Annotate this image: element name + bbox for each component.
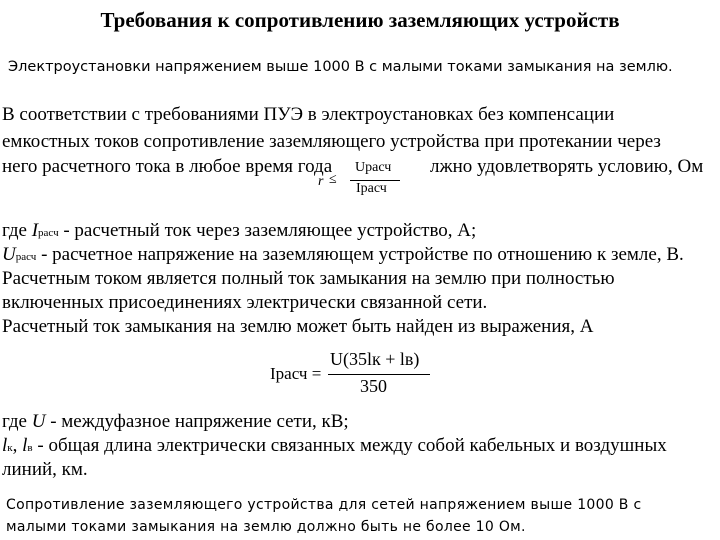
var-l-k: l	[2, 435, 8, 456]
paragraph1-line1: В соответствии с требованиями ПУЭ в электроустановках без компенсации	[2, 104, 615, 125]
paragraph3-line2	[2, 434, 667, 460]
paragraph2-line4: включенных присоединениях электрически связанной сети.	[2, 292, 488, 313]
paragraph3-line1-text: - междуфазное напряжение сети, кВ;	[45, 411, 349, 432]
var-l-k-sub: к	[7, 442, 13, 454]
paragraph3-line3: линий, км.	[2, 459, 88, 480]
paragraph1-line2: емкостных токов сопротивление заземляющего устройства при протекании через	[2, 131, 661, 152]
formula2-denominator: 350	[360, 376, 387, 396]
conclusion	[6, 494, 641, 538]
var-i: I	[31, 220, 39, 241]
var-l-v: l	[22, 435, 28, 456]
paragraph2-line3: Расчетным током является полный ток замыкания на землю при полностью	[2, 268, 615, 289]
conclusion-line1: Сопротивление заземляющего устройства для сетей напряжением выше 1000 В с	[6, 497, 642, 513]
formula2-fraction-line	[328, 374, 430, 375]
formula1-numerator: Uрасч	[355, 160, 392, 175]
paragraph3-line1-pre: где	[2, 411, 32, 432]
paragraph1-line3b: лжно удовлетворять условию, Ом	[430, 156, 704, 177]
var-u-phase: U	[31, 411, 46, 432]
var-i-sub: расч	[38, 227, 59, 239]
formula1-op: ≤	[329, 172, 337, 187]
page-title: Требования к сопротивлению заземляющих устройств	[100, 8, 620, 32]
paragraph2-line1: где Iрасч - расчетный ток через заземляющее устройство, А;	[2, 220, 477, 241]
formula1-lhs: r	[318, 174, 324, 189]
paragraph3-line2-text: - общая длина электрически связанных между собой кабельных и воздушных	[32, 435, 667, 456]
paragraph1-line3a: него расчетного тока в любое время года	[2, 156, 333, 177]
conclusion-line2: малыми токами замыкания на землю должно быть не более 10 Ом.	[6, 519, 526, 535]
formula2-numerator: U(35lк + lв)	[330, 349, 420, 369]
var-u-sub: расч	[15, 251, 37, 263]
paragraph2-line5: Расчетный ток замыкания на землю может быть найден из выражения, А	[2, 316, 594, 337]
subtitle: Электроустановки напряжением выше 1000 В с малыми токами замыкания на землю.	[8, 59, 673, 75]
formula2-lhs: Iрасч =	[270, 364, 322, 383]
var-u: U	[2, 244, 16, 265]
paragraph2-line2-text: - расчетное напряжение на заземляющем устройстве по отношению к земле, В.	[36, 244, 684, 265]
var-l-v-sub: в	[27, 442, 33, 454]
paragraph3-line1	[2, 410, 349, 434]
paragraph3-sep: ,	[12, 435, 23, 456]
paragraph2-line2	[2, 243, 684, 269]
paragraph2-line1-text: - расчетный ток через заземляющее устройство, А;	[58, 220, 477, 241]
formula1-denominator: Iрасч	[356, 181, 387, 196]
